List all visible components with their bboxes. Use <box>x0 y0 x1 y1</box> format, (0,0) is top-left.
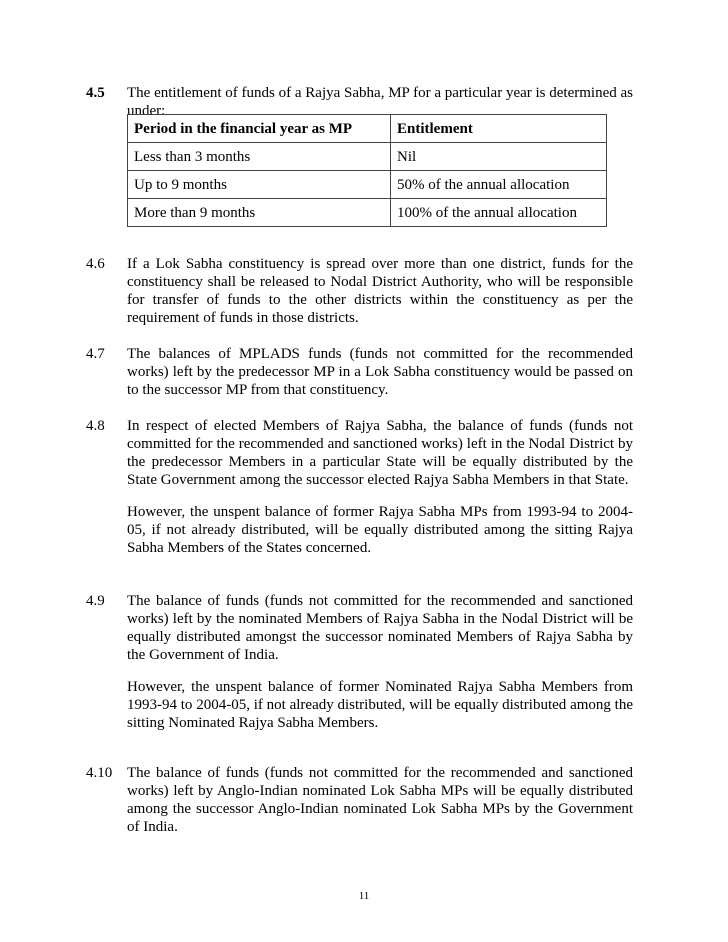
section-number: 4.6 <box>86 256 105 272</box>
table-cell: Less than 3 months <box>128 143 391 171</box>
paragraph: However, the unspent balance of former Nominated Rajya Sabha Members from 1993-94 to 2004-05, if not already distributed, will be equally distributed among the sitting Nominated Rajya Sabha Members. <box>127 679 633 731</box>
section-4-7 <box>86 345 633 399</box>
section-4-9 <box>86 592 633 732</box>
table-header-entitlement: Entitlement <box>391 115 607 143</box>
table-cell: More than 9 months <box>128 199 391 227</box>
page-number: 11 <box>358 890 370 902</box>
table-row <box>128 199 607 227</box>
table-header-row <box>128 115 607 143</box>
paragraph: The balances of MPLADS funds (funds not committed for the recommended works) left by the predecessor MP in a Lok Sabha constituency would be passed on to the successor MP from that constituency. <box>127 346 633 398</box>
section-number: 4.10 <box>86 765 113 781</box>
section-4-10 <box>86 764 633 836</box>
paragraph: If a Lok Sabha constituency is spread over more than one district, funds for the constituency shall be released to Nodal District Authority, who will be responsible for transfer of funds to the other districts within the constituency as per the requirement of funds in those districts. <box>127 256 633 326</box>
section-number: 4.7 <box>86 346 105 362</box>
paragraph: The balance of funds (funds not committed for the recommended and sanctioned works) left by the nominated Members of Rajya Sabha in the Nodal District will be equally distributed amongst the successor nominated Members of Rajya Sabha by the Government of India. <box>127 593 633 663</box>
table-cell: 100% of the annual allocation <box>391 199 607 227</box>
section-4-6 <box>86 255 633 327</box>
table-row <box>128 143 607 171</box>
paragraph: The entitlement of funds of a Rajya Sabha, MP for a particular year is determined as under: <box>127 85 633 119</box>
table-cell: 50% of the annual allocation <box>391 171 607 199</box>
paragraph: The balance of funds (funds not committed for the recommended and sanctioned works) left by Anglo-Indian nominated Lok Sabha MPs will be equally distributed among the successor Anglo-Indian nominated Lok Sabha MPs by the Government of India. <box>127 765 633 835</box>
paragraph: In respect of elected Members of Rajya Sabha, the balance of funds (funds not committed for the recommended and sanctioned works) left in the Nodal District by the predecessor Members in a particular State will be equally distributed by the State Government among the successor elected Rajya Sabha Members in that State. <box>127 418 633 488</box>
table-row <box>128 171 607 199</box>
section-number: 4.9 <box>86 593 105 609</box>
section-number: 4.8 <box>86 418 105 434</box>
paragraph: However, the unspent balance of former Rajya Sabha MPs from 1993-94 to 2004-05, if not already distributed, will be equally distributed among the sitting Rajya Sabha Members of the States concerned. <box>127 504 633 556</box>
entitlement-table <box>127 114 607 227</box>
table-cell: Up to 9 months <box>128 171 391 199</box>
table-cell: Nil <box>391 143 607 171</box>
section-4-8 <box>86 417 633 557</box>
section-number: 4.5 <box>86 85 105 101</box>
table-header-period: Period in the financial year as MP <box>128 115 391 143</box>
